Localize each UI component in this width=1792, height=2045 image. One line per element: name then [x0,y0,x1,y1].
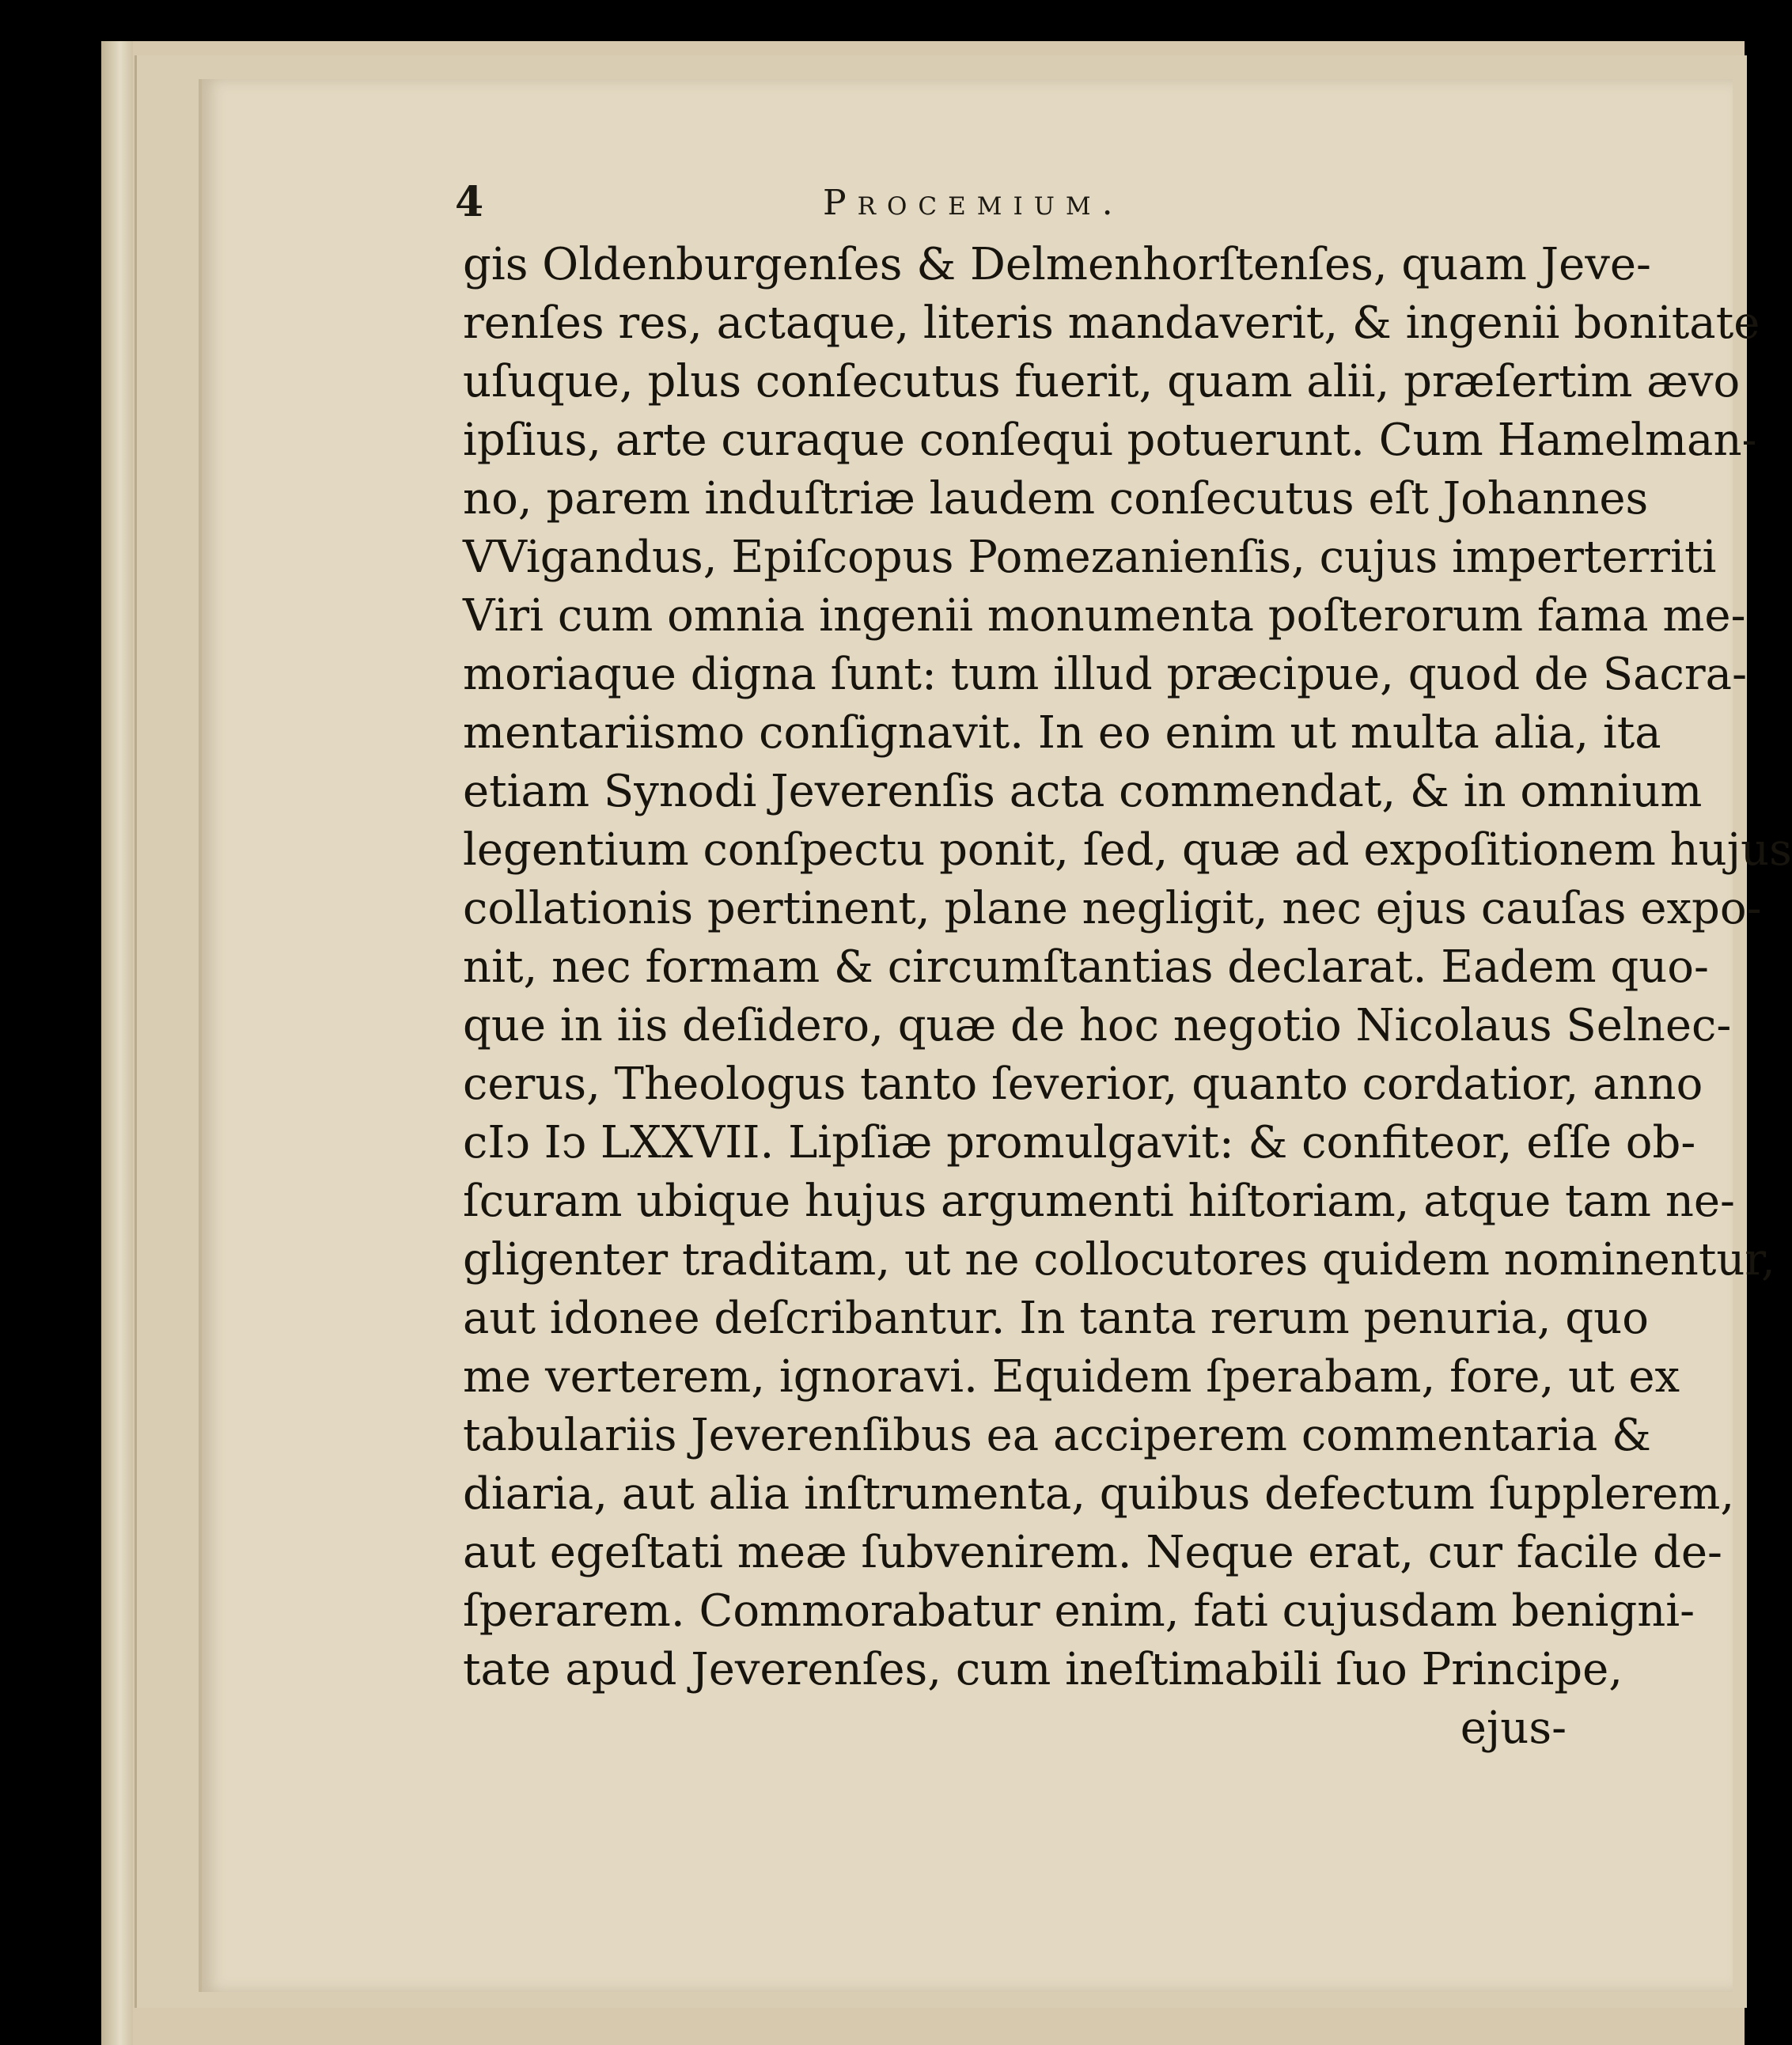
text-line: uſuque, plus conſecutus fuerit, quam alii, præſertim ævo [463,356,1741,407]
text-line: etiam Synodi Jeverenſis acta commendat, & in omnium [463,766,1703,817]
text-line: aut egeſtati meæ ſubvenirem. Neque erat, cur facile de- [463,1527,1722,1578]
text-line: que in iis deſidero, quæ de hoc negotio Nicolaus Selnec- [463,1000,1732,1051]
text-line: gis Oldenburgenſes & Delmenhorſtenſes, quam Jeve- [463,239,1651,290]
text-line: tate apud Jeverenſes, cum ineſtimabili ſuo Principe, [463,1644,1623,1695]
text-line: legentium conſpectu ponit, ſed, quæ ad expoſitionem hujus [463,824,1792,876]
text-line: renſes res, actaque, literis mandaverit, & ingenii bonitate [463,297,1760,349]
text-line: gligenter traditam, ut ne collocutores quidem nominentur, [463,1234,1775,1286]
page-header [455,178,1563,225]
running-head: Procemium. [823,183,1124,223]
text-line: aut idonee deſcribantur. In tanta rerum penuria, quo [463,1293,1649,1344]
text-line: no, parem induſtriæ laudem conſecutus eſt Johannes [463,473,1649,525]
text-line: ipſius, arte curaque conſequi potuerunt. Cum Hamelman- [463,415,1757,466]
text-line: ſperarem. Commorabatur enim, fati cujusdam benigni- [463,1585,1695,1637]
page-number: 4 [455,178,484,226]
text-line: collationis pertinent, plane negligit, nec ejus cauſas expo- [463,883,1762,934]
text-line: diaria, aut alia inſtrumenta, quibus defectum ſupplerem, [463,1468,1735,1520]
text-line: ſcuram ubique hujus argumenti hiſtoriam, atque tam ne- [463,1176,1735,1227]
text-block [463,236,1792,1758]
text-line: tabulariis Jeverenſibus ea acciperem commentaria & [463,1410,1651,1461]
text-line: Viri cum omnia ingenii monumenta poſterorum fama me- [463,590,1746,642]
text-line: mentariismo conſignavit. In eo enim ut multa alia, ita [463,707,1661,759]
text-line: cIↄ Iↄ LXXVII. Lipſiæ promulgavit: & confiteor, eſſe ob- [463,1117,1696,1168]
book-fold-edge [101,41,133,2045]
text-line: cerus, Theologus tanto ſeverior, quanto cordatior, anno [463,1058,1703,1110]
text-line: me verterem, ignoravi. Equidem ſperabam, fore, ut ex [463,1351,1680,1403]
text-line: VVigandus, Epiſcopus Pomezanienſis, cujus imperterriti [463,532,1717,583]
text-line: nit, nec formam & circumſtantias declarat. Eadem quo- [463,941,1709,993]
catchword: ejus- [1460,1702,1567,1754]
text-line: moriaque digna ſunt: tum illud præcipue, quod de Sacra- [463,649,1747,700]
